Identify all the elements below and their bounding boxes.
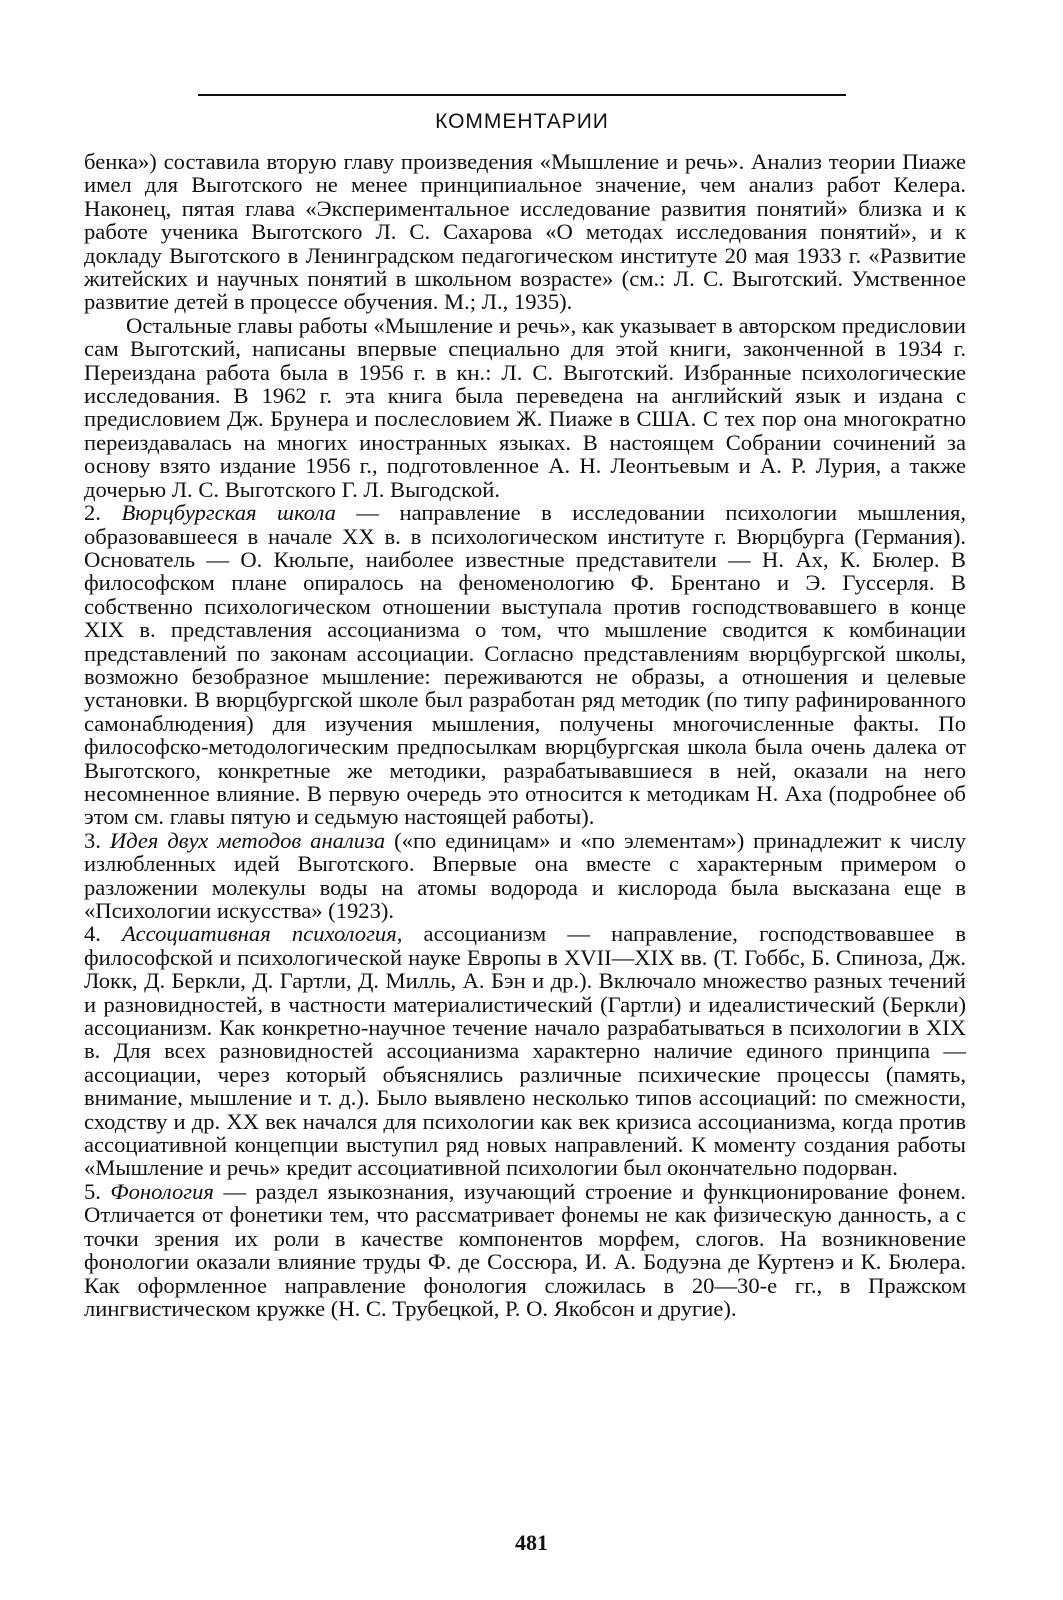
note-item-5 bbox=[84, 1180, 966, 1320]
note-text: («по единицам» и «по элементам») принадлежит к числу излюбленных идей Выготского. Впервые она вместе с характерным примером о разложении молекулы воды на атомы водорода и кислорода была высказана еще в «Психологии искусства» (1923). bbox=[84, 827, 966, 923]
note-text: — направление в исследовании психологии мышления, образовавшееся в начале XX в. в психологическом институте г. Вюрцбурга (Германия). Основатель — О. Кюльпе, наиболее известные представители — Н. Ах, К. Бюлер. В философском плане опиралось на феноменологию Ф. Брентано и Э. Гуссерля. В собственно психологическом отношении выступала против господствовавшего в конце XIX в. представления ассоцианизма о том, что мышление сводится к комбинации представлений по законам ассоциации. Согласно представлениям вюрцбургской школы, возможно безобразное мышление: переживаются не образы, а отношения и целевые установки. В вюрцбургской школе был разработан ряд методик (по типу рафинированного самонаблюдения) для изучения мышления, получены многочисленные факты. По философско-методологическим предпосылкам вюрцбургская школа была очень далека от Выготского, конкретные же методики, разрабатывавшиеся в ней, оказали на него несомненное влияние. В первую очередь это относится к методикам Н. Аха (подробнее об этом см. главы пятую и седьмую настоящей работы). bbox=[84, 500, 966, 830]
note-term: Ассоциативная психология, bbox=[122, 921, 403, 947]
note-term: Вюрцбургская школа bbox=[121, 500, 336, 526]
text-column bbox=[84, 150, 966, 1320]
note-number: 3. bbox=[84, 827, 101, 853]
note-item-2 bbox=[84, 501, 966, 829]
note-item-3 bbox=[84, 829, 966, 923]
note-item-4 bbox=[84, 922, 966, 1179]
header-rule bbox=[198, 94, 846, 96]
running-head: КОММЕНТАРИИ bbox=[435, 110, 609, 133]
note-number: 2. bbox=[84, 500, 101, 526]
note-term: Идея двух методов анализа bbox=[109, 827, 386, 853]
note-text: — раздел языкознания, изучающий строение и функционирование фонем. Отличается от фонетики тем, что рассматривает фонемы не как физическую данность, а с точки зрения их роли в качестве компонентов морфем, слогов. На возникновение фонологии оказали влияние труды Ф. де Соссюра, И. А. Бодуэна де Куртенэ и К. Бюлера. Как оформленное направление фонология сложилась в 20—30-е гг., в Пражском лингвистическом кружке (Н. С. Трубецкой, Р. О. Якобсон и другие). bbox=[84, 1178, 967, 1321]
paragraph-other-chapters: Остальные главы работы «Мышление и речь», как указывает в авторском предисловии сам Выготский, написаны впервые специально для этой книги, законченной в 1934 г. Переиздана работа была в 1956 г. в кн.: Л. С. Выготский. Избранные психологические исследования. В 1962 г. эта книга была переведена на английский язык и издана с предисловием Дж. Брунера и послесловием Ж. Пиаже в США. С тех пор она многократно переиздавалась на многих иностранных языках. В настоящем Собрании сочинений за основу взято издание 1956 г., подготовленное А. Н. Леонтьевым и А. Р. Лурия, а также дочерью Л. С. Выготского Г. Л. Выгодской. bbox=[84, 312, 966, 502]
note-number: 4. bbox=[84, 921, 101, 947]
note-text: ассоцианизм — направление, господствовавшее в философской и психологической науке Европы в XVII—XIX вв. (Т. Гоббс, Б. Спиноза, Дж. Локк, Д. Беркли, Д. Гартли, Д. Милль, А. Бэн и др.). Включало множество разных течений и разновидностей, в частности материалистический (Гартли) и идеалистический (Беркли) ассоцианизм. Как конкретно-научное течение начало разрабатываться в психологии в XIX в. Для всех разновидностей ассоцианизма характерно наличие единого принципа — ассоциации, через который объяснялись различные психические процессы (память, внимание, мышление и т. д.). Было выявлено несколько типов ассоциаций: по смежности, сходству и др. XX век начался для психологии как век кризиса ассоцианизма, когда против ассоциативной концепции выступил ряд новых направлений. К моменту создания работы «Мышление и речь» кредит ассоциативной психологии был окончательно подорван. bbox=[84, 921, 966, 1181]
note-number: 5. bbox=[84, 1178, 101, 1204]
note-term: Фонология bbox=[110, 1178, 214, 1204]
paragraph-continuation: бенка») составила вторую главу произведения «Мышление и речь». Анализ теории Пиаже имел для Выготского не менее принципиальное значение, чем анализ работ Келера. Наконец, пятая глава «Экспериментальное исследование развития понятий» близка и к работе ученика Выготского Л. С. Сахарова «О методах исследования понятий», и к докладу Выготского в Ленинградском педагогическом институте 20 мая 1933 г. «Развитие житейских и научных понятий в школьном возрасте» (см.: Л. С. Выготский. Умственное развитие детей в процессе обучения. М.; Л., 1935). bbox=[84, 149, 966, 315]
page-number: 481 bbox=[515, 1530, 548, 1555]
